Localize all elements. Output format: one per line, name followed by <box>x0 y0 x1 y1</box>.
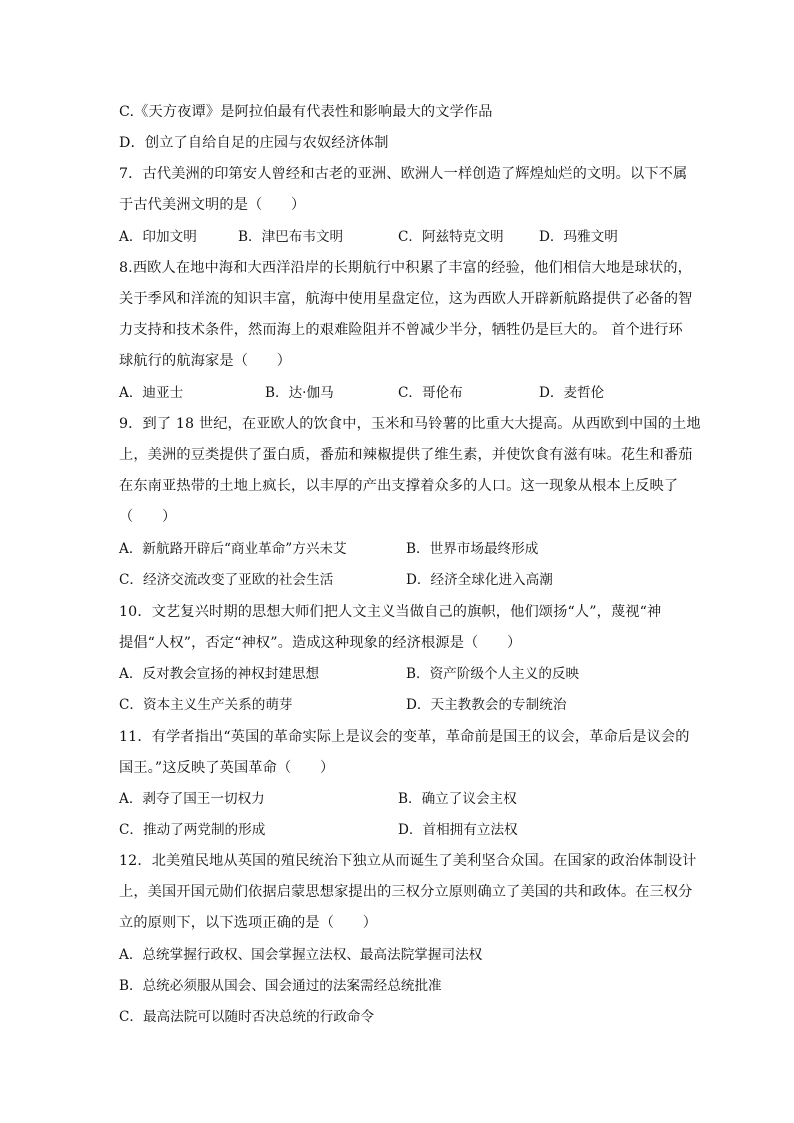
q8-option-c: C．哥伦布 <box>398 385 463 401</box>
q12-option-a: A．总统掌握行政权、国会掌握立法权、最高法院掌握司法权 <box>119 947 483 963</box>
q9-option-d: D．经济全球化进入高潮 <box>406 572 553 588</box>
q10-option-a: A．反对教会宣扬的神权封建思想 <box>119 666 320 682</box>
q11-option-b: B．确立了议会主权 <box>398 791 517 807</box>
q10-option-d: D．天主教教会的专制统治 <box>406 697 567 713</box>
q7-option-d: D．玛雅文明 <box>539 229 618 245</box>
q12-option-c: C．最高法院可以随时否决总统的行政命令 <box>119 1009 375 1025</box>
q11-option-a: A．剥夺了国王一切权力 <box>119 791 265 807</box>
q9-stem-line-2: 上，美洲的豆类提供了蛋白质，番茄和辣椒提供了维生素，并使饮食有滋有味。花生和番茄 <box>119 447 693 463</box>
q11-stem-line-2: 国王。”这反映了英国革命（ ） <box>119 760 335 776</box>
q7-option-c: C．阿兹特克文明 <box>398 229 504 245</box>
q11-option-c: C．推动了两党制的形成 <box>119 822 266 838</box>
q10-option-b: B．资产阶级个人主义的反映 <box>406 666 580 682</box>
q12-stem-line-1: 12．北美殖民地从英国的殖民统治下独立从而诞生了美利坚合众国。在国家的政治体制设计 <box>119 853 697 869</box>
q7-stem-line-1: 7．古代美洲的印第安人曾经和古老的亚洲、欧洲人一样创造了辉煌灿烂的文明。以下不属 <box>119 166 688 182</box>
q7-stem-line-2: 于古代美洲文明的是（ ） <box>119 197 306 213</box>
q11-option-d: D．首相拥有立法权 <box>398 822 518 838</box>
q8-stem-line-3: 力支持和技术条件，然而海上的艰难险阻并不曾减少半分，牺牲仍是巨大的。 首个进行环 <box>119 322 683 338</box>
q9-stem-line-1: 9．到了 18 世纪，在亚欧人的饮食中，玉米和马铃薯的比重大大提高。从西欧到中国的土地 <box>119 416 701 432</box>
q8-option-b: B．达·伽马 <box>265 385 334 401</box>
q12-stem-line-3: 立的原则下，以下选项正确的是（ ） <box>119 915 378 931</box>
q10-option-c: C．资本主义生产关系的萌芽 <box>119 697 293 713</box>
q11-stem-line-1: 11．有学者指出“英国的革命实际上是议会的变革，革命前是国王的议会，革命后是议会的 <box>119 729 690 745</box>
q7-option-a: A．印加文明 <box>119 229 197 245</box>
q8-option-d: D．麦哲伦 <box>539 385 605 401</box>
q6-option-c: C.《天方夜谭》是阿拉伯最有代表性和影响最大的文学作品 <box>119 104 493 120</box>
q9-option-c: C．经济交流改变了亚欧的社会生活 <box>119 572 334 588</box>
q12-stem-line-2: 上，美国开国元勋们依据启蒙思想家提出的三权分立原则确立了美国的共和政体。在三权分 <box>119 884 693 900</box>
q9-stem-line-4: （ ） <box>119 509 177 525</box>
q8-stem-line-1: 8.西欧人在地中海和大西洋沿岸的长期航行中积累了丰富的经验，他们相信大地是球状的， <box>119 260 693 276</box>
q12-option-b: B．总统必须服从国会、国会通过的法案需经总统批准 <box>119 978 442 994</box>
q9-option-b: B．世界市场最终形成 <box>406 541 539 557</box>
q10-stem-line-1: 10．文艺复兴时期的思想大师们把人文主义当做自己的旗帜，他们颂扬“人”，蔑视“神 <box>119 604 662 620</box>
q6-option-d: D．创立了自给自足的庄园与农奴经济体制 <box>119 135 389 151</box>
q9-stem-line-3: 在东南亚热带的土地上疯长，以丰厚的产出支撑着众多的人口。这一现象从根本上反映了 <box>119 478 679 494</box>
q7-option-b: B．津巴布韦文明 <box>238 229 344 245</box>
q9-option-a: A．新航路开辟后“商业革命”方兴未艾 <box>119 541 347 557</box>
q8-stem-line-2: 关于季风和洋流的知识丰富，航海中使用星盘定位，这为西欧人开辟新航路提供了必备的智 <box>119 291 693 307</box>
q8-option-a: A．迪亚士 <box>119 385 184 401</box>
q10-stem-line-2: 提倡“人权”，否定“神权”。造成这种现象的经济根源是（ ） <box>119 635 522 651</box>
q8-stem-line-4: 球航行的航海家是（ ） <box>119 353 292 369</box>
